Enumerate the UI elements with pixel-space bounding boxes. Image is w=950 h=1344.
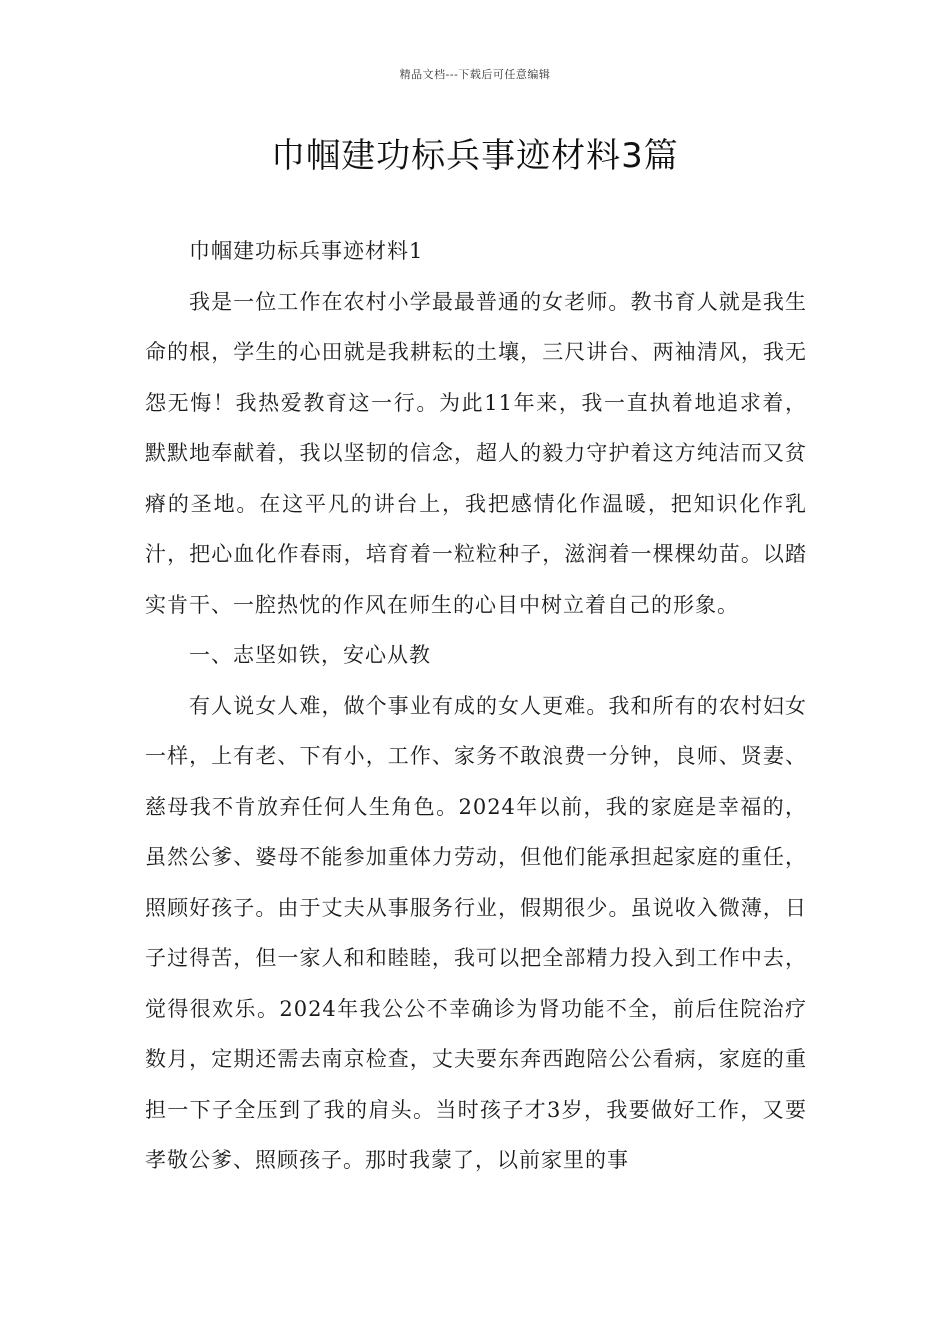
header-note: 精品文档---下载后可任意编辑 — [399, 68, 551, 81]
page-title: 巾帼建功标兵事迹材料3篇 — [271, 136, 679, 176]
document-body — [145, 226, 807, 1186]
paragraph-intro: 我是一位工作在农村小学最最普通的女老师。教书育人就是我生命的根，学生的心田就是我耕耘的土壤，三尺讲台、两袖清风，我无怨无悔！我热爱教育这一行。为此11年来，我一直执着地追求着，默默地奉献着，我以坚韧的信念，超人的毅力守护着这方纯洁而又贫瘠的圣地。在这平凡的讲台上，我把感情化作温暖，把知识化作乳汁，把心血化作春雨，培育着一粒粒种子，滋润着一棵棵幼苗。以踏实肯干、一腔热忱的作风在师生的心目中树立着自己的形象。 — [145, 289, 807, 617]
paragraph-body: 有人说女人难，做个事业有成的女人更难。我和所有的农村妇女一样，上有老、下有小，工作、家务不敢浪费一分钟，良师、贤妻、慈母我不肯放弃任何人生角色。2024年以前，我的家庭是幸福的，虽然公爹、婆母不能参加重体力劳动，但他们能承担起家庭的重任，照顾好孩子。由于丈夫从事服务行业，假期很少。虽说收入微薄，日子过得苦，但一家人和和睦睦，我可以把全部精力投入到工作中去，觉得很欢乐。2024年我公公不幸确诊为肾功能不全，前后住院治疗数月，定期还需去南京检查，丈夫要东奔西跑陪公公看病，家庭的重担一下子全压到了我的肩头。当时孩子才3岁，我要做好工作，又要孝敬公爹、照顾孩子。那时我蒙了，以前家里的事 — [145, 693, 807, 1172]
subsection-heading-1: 一、志坚如铁，安心从教 — [189, 643, 431, 667]
section-heading-1: 巾帼建功标兵事迹材料1 — [189, 239, 424, 263]
